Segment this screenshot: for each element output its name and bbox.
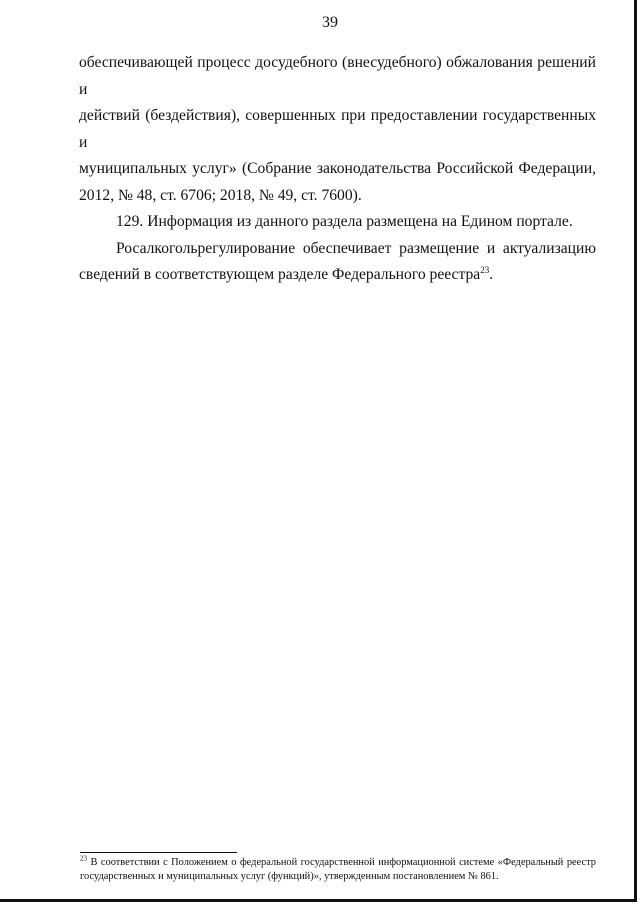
paragraph-rosalko-end: . <box>489 266 494 283</box>
text-line: обеспечивающей процесс досудебного (внесудебного) обжалования решений и <box>79 54 596 98</box>
text-line: действий (бездействия), совершенных при предоставлении государственных и <box>79 107 596 151</box>
footnote-text: В соответствии с Положением о федеральной государственной информационной системе «Федеральный реестр государственных и муниципальных услуг (функций)», утвержденным постановлением № 861. <box>80 857 596 882</box>
text-line: 2012, № 48, ст. 6706; 2018, № 49, ст. 7600). <box>79 186 362 204</box>
footnote <box>80 856 596 884</box>
paragraph-rosalko-text: Росалкогольрегулирование обеспечивает размещение и актуализацию сведений в соответствующем разделе Федерального реестра <box>79 239 596 283</box>
body-text <box>79 50 596 289</box>
continued-paragraph <box>79 50 596 209</box>
text-line: муниципальных услуг» (Собрание законодательства Российской Федерации, <box>79 160 596 177</box>
paragraph-129-text: 129. Информация из данного раздела размещена на Едином портале. <box>116 213 573 230</box>
page-number: 39 <box>322 14 338 31</box>
paragraph-rosalko <box>79 236 596 289</box>
footnote-marker: 23 <box>80 854 87 863</box>
footnote-separator <box>80 852 237 853</box>
paragraph-129 <box>79 209 596 236</box>
footnote-reference[interactable]: 23 <box>480 264 490 275</box>
